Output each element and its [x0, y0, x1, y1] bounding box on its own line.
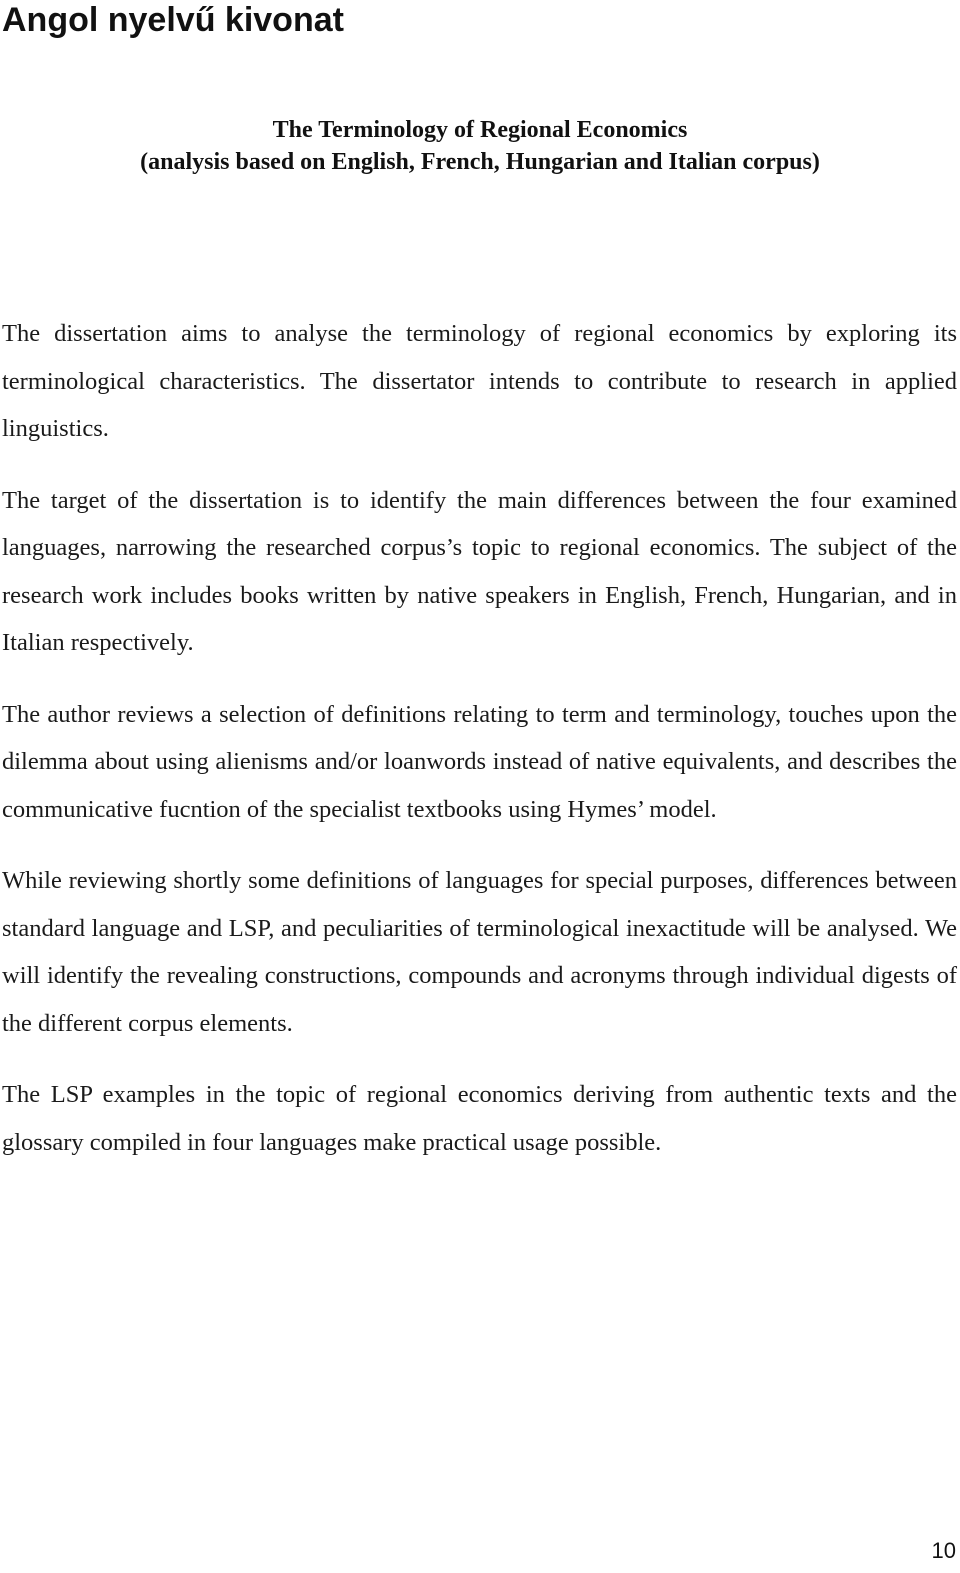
title-line-subtitle: (analysis based on English, French, Hungarian and Italian corpus)	[140, 149, 820, 175]
abstract-body	[2, 310, 957, 1190]
document-title	[0, 114, 960, 178]
paragraph-lsp-review: While reviewing shortly some definitions of languages for special purposes, differences between standard language and LSP, and peculiarities of terminological inexactitude will be analysed. We will identify the revealing constructions, compounds and acronyms through individual digests of the different corpus elements.	[2, 867, 957, 1037]
paragraph-target: The target of the dissertation is to identify the main differences between the four examined languages, narrowing the researched corpus’s topic to regional economics. The subject of the research work includes books written by native speakers in English, French, Hungarian, and in Italian respectively.	[2, 486, 957, 656]
paragraph-aims: The dissertation aims to analyse the terminology of regional economics by exploring its terminological characteristics. The dissertator intends to contribute to research in applied linguistics.	[2, 320, 957, 442]
title-line-main: The Terminology of Regional Economics	[272, 117, 688, 143]
page-number: 10	[931, 1538, 956, 1563]
page-heading: Angol nyelvű kivonat	[2, 1, 344, 39]
paragraph-author-review: The author reviews a selection of definitions relating to term and terminology, touches upon the dilemma about using alienisms and/or loanwords instead of native equivalents, and describes the communicative fucntion of the specialist textbooks using Hymes’ model.	[2, 700, 957, 823]
paragraph-lsp-examples: The LSP examples in the topic of regional economics deriving from authentic texts and the glossary compiled in four languages make practical usage possible.	[2, 1081, 957, 1156]
